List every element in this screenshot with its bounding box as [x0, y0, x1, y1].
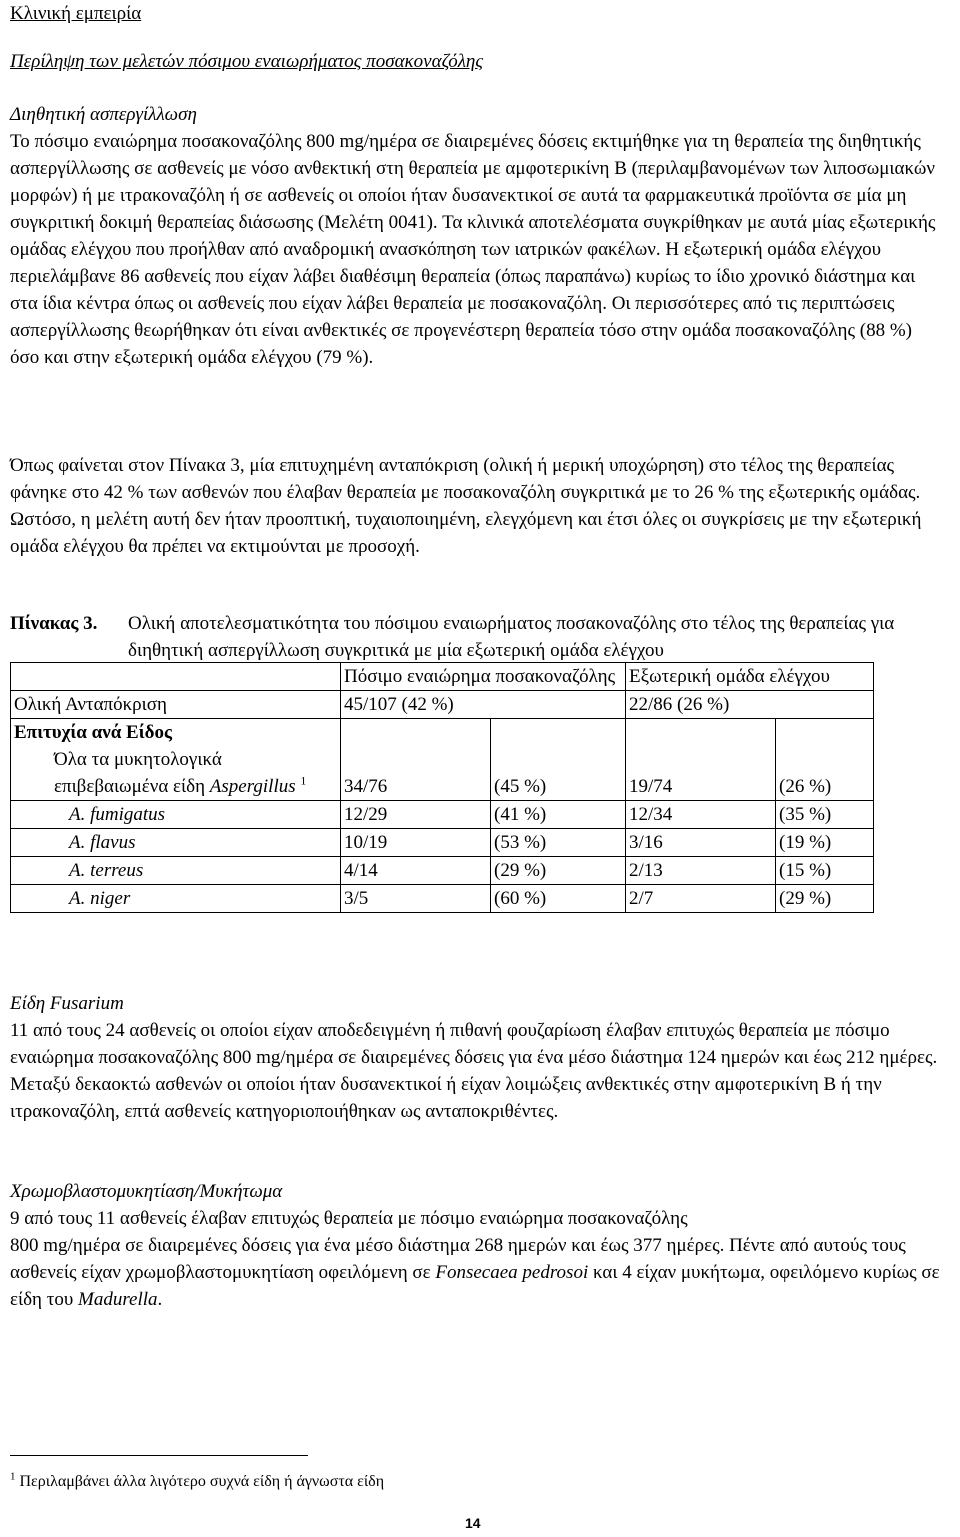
table-header-empty	[11, 663, 341, 691]
chromo-line1: 9 από τους 11 ασθενείς έλαβαν επιτυχώς θεραπεία με πόσιμο εναιώρημα ποσακοναζόλης	[10, 1208, 688, 1229]
ext-pct: (29 %)	[776, 885, 874, 913]
table-summary-paragraph: Όπως φαίνεται στον Πίνακα 3, μία επιτυχημένη ανταπόκριση (ολική ή μερική υποχώρηση) στο τέλος της θεραπείας φάνηκε στο 42 % των ασθενών που έλαβαν θεραπεία με ποσακοναζόλη συγκριτικά με το 26 % της εξωτερικής ομάδας. Ωστόσο, η μελέτη αυτή δεν ήταν προοπτική, τυχαιοποιημένη, ελεγχόμενη και έτσι όλες οι συγκρίσεις με την εξωτερική ομάδα ελέγχου θα πρέπει να εκτιμούνται με προσοχή.	[10, 455, 922, 557]
all-confirmed-ext-n: 19/74	[626, 719, 776, 801]
all-confirmed-label: Όλα τα μυκητολογικά επιβεβαιωμένα είδη Aspergillus $^1$	[54, 749, 307, 797]
aspergillosis-heading: Διηθητική ασπεργίλλωση	[10, 104, 197, 125]
posa-n: 10/19	[341, 829, 491, 857]
species-name: A. niger	[11, 885, 341, 913]
fusarium-paragraph: 11 από τους 24 ασθενείς οι οποίοι είχαν αποδεδειγμένη ή πιθανή φουζαρίωση έλαβαν επιτυχώς θεραπεία με πόσιμο εναιώρημα ποσακοναζόλης 800 mg/ημέρα σε διαιρεμένες δόσεις για ένα μέσο διάστημα 124 ημερών και έως 212 ημέρες. Μεταξύ δεκαοκτώ ασθενών οι οποίοι ήταν δυσανεκτικοί ή είχαν λοιμώξεις ανθεκτικές στην αμφοτερικίνη Β ή την ιτρακοναζόλη, επτά ασθενείς κατηγοριοποιήθηκαν ως ανταποκριθέντες.	[10, 1020, 938, 1122]
species-name: A. flavus	[11, 829, 341, 857]
species-heading: Επιτυχία ανά Είδος	[14, 722, 173, 743]
overall-ext: 22/86 (26 %)	[626, 691, 874, 719]
ext-n: 2/7	[626, 885, 776, 913]
table-caption	[10, 610, 940, 664]
posa-n: 3/5	[341, 885, 491, 913]
aspergillosis-paragraph: Το πόσιμο εναιώρημα ποσακοναζόλης 800 mg/ημέρα σε διαιρεμένες δόσεις εκτιμήθηκε για τη θεραπεία της διηθητικής ασπεργίλλωσης σε ασθενείς με νόσο ανθεκτική στη θεραπεία με αμφοτερικίνη Β (περιλαμβανομένων των λιποσωμιακών μορφών) ή με ιτρακοναζόλη ή σε ασθενείς οι οποίοι ήταν δυσανεκτικοί σε αυτά τα φαρμακευτικά προϊόντα σε μία μη συγκριτική δοκιμή θεραπείας διάσωσης (Μελέτη 0041). Τα κλινικά αποτελέσματα συγκρίθηκαν με αυτά μίας εξωτερικής ομάδας ελέγχου που προήλθαν από αναδρομική ανασκόπηση των ιατρικών φακέλων. Η εξωτερική ομάδα ελέγχου περιελάμβανε 86 ασθενείς που είχαν λάβει διαθέσιμη θεραπεία (όπως παραπάνω) κυρίως το ίδιο χρονικό διάστημα και στα ίδια κέντρα όπως οι ασθενείς που είχαν λάβει θεραπεία με ποσακοναζόλη. Οι περισσότερες από τις περιπτώσεις ασπεργίλλωσης θεωρήθηκαν ότι είναι ανθεκτικές σε προγενέστερη θεραπεία τόσο στην ομάδα ποσακοναζόλης (88 %) όσο και στην εξωτερική ομάδα ελέγχου (79 %).	[10, 131, 936, 368]
madurella-name: Madurella	[78, 1289, 158, 1310]
footnote-ref: 1	[300, 773, 307, 788]
chromo-paragraph: 800 mg/ημέρα σε διαιρεμένες δόσεις για ένα μέσο διάστημα 268 ημερών και έως 377 ημέρες. Πέντε από αυτούς τους ασθενείς είχαν χρωμοβλαστομυκητίαση οφειλόμενη σε Fonsecaea pedrosoi και 4 είχαν μυκήτωμα, οφειλόμενο κυρίως σε είδη του Madurella.	[10, 1235, 940, 1310]
fusarium-heading: Είδη Fusarium	[10, 993, 124, 1014]
header-posaconazole: Πόσιμο εναιώρημα ποσακοναζόλης	[341, 663, 626, 691]
species-name: A. terreus	[11, 857, 341, 885]
all-confirmed-posa-pct: (45 %)	[491, 719, 626, 801]
efficacy-table	[10, 662, 874, 913]
footnote-text: Περιλαμβάνει άλλα λιγότερο συχνά είδη ή άγνωστα είδη	[15, 1473, 385, 1490]
posa-pct: (60 %)	[491, 885, 626, 913]
subsection-title: Περίληψη των μελετών πόσιμου εναιωρήματος ποσακοναζόλης	[10, 51, 484, 72]
ext-pct: (35 %)	[776, 801, 874, 829]
ext-pct: (15 %)	[776, 857, 874, 885]
ext-n: 3/16	[626, 829, 776, 857]
table-row	[11, 857, 874, 885]
chromo-heading: Χρωμοβλαστομυκητίαση/Μυκήτωμα	[10, 1181, 283, 1202]
section-title: Κλινική εμπειρία	[10, 3, 142, 24]
posa-n: 12/29	[341, 801, 491, 829]
species-cell	[11, 719, 341, 801]
table-row	[11, 829, 874, 857]
posa-pct: (29 %)	[491, 857, 626, 885]
ext-pct: (19 %)	[776, 829, 874, 857]
species-name: A. fumigatus	[11, 801, 341, 829]
ext-n: 12/34	[626, 801, 776, 829]
fonsecaea-name: Fonsecaea pedrosoi	[435, 1262, 589, 1283]
table-row-species-success	[11, 719, 874, 801]
page-number: 14	[465, 1515, 481, 1531]
all-confirmed-posa-n: 34/76	[341, 719, 491, 801]
ext-n: 2/13	[626, 857, 776, 885]
table-label: Πίνακας 3.	[10, 613, 98, 634]
table-row	[11, 885, 874, 913]
footnote-number: 1	[10, 1470, 16, 1483]
header-external-control: Εξωτερική ομάδα ελέγχου	[626, 663, 874, 691]
table-row	[11, 801, 874, 829]
all-confirmed-ext-pct: (26 %)	[776, 719, 874, 801]
footnote-divider	[10, 1455, 308, 1456]
overall-label: Ολική Ανταπόκριση	[11, 691, 341, 719]
posa-pct: (41 %)	[491, 801, 626, 829]
posa-pct: (53 %)	[491, 829, 626, 857]
all-confirmed-genus: Aspergillus	[209, 776, 296, 797]
posa-n: 4/14	[341, 857, 491, 885]
table-header-row	[11, 663, 874, 691]
footnote	[10, 1468, 384, 1495]
overall-posa: 45/107 (42 %)	[341, 691, 626, 719]
table-caption-text: Ολική αποτελεσματικότητα του πόσιμου εναιωρήματος ποσακοναζόλης στο τέλος της θεραπείας για διηθητική ασπεργίλλωση συγκριτικά με μία εξωτερική ομάδα ελέγχου	[128, 613, 895, 661]
table-row-overall	[11, 691, 874, 719]
